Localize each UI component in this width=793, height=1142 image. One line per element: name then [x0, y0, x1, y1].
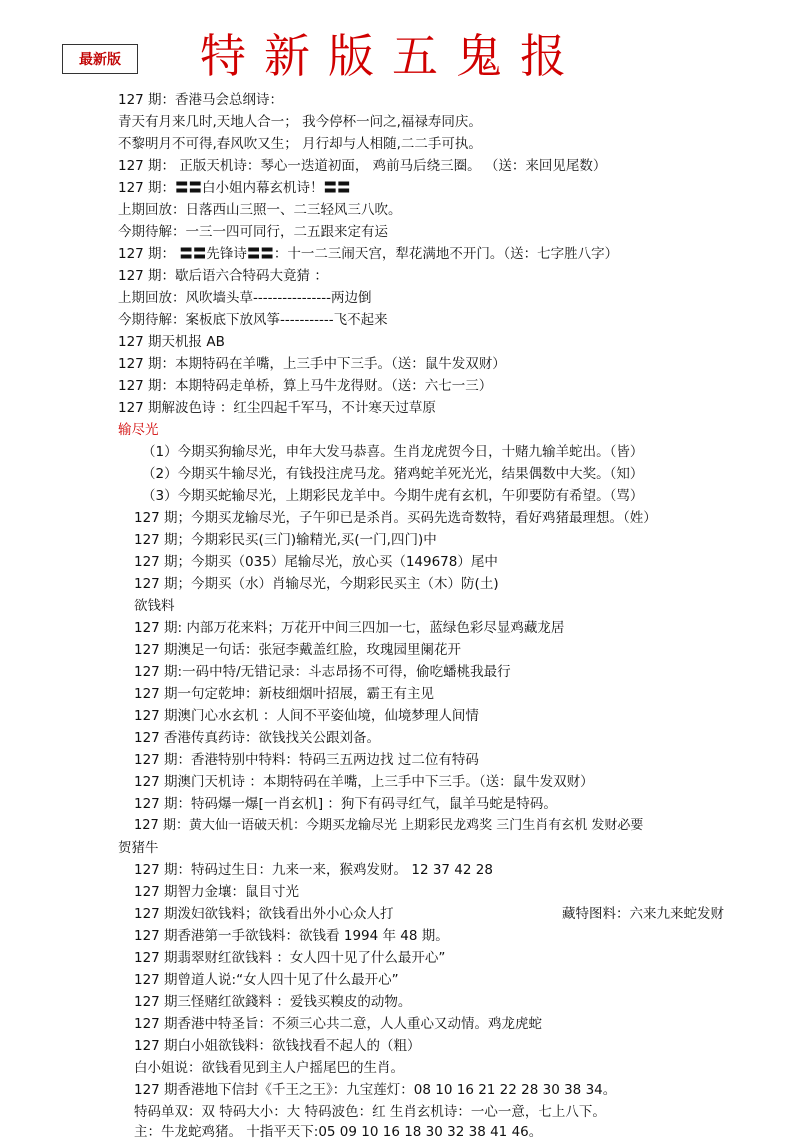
- text-line: 127 期： 正版天机诗：琴心一迭道初面， 鸡前马后绕三圈。 （送：来回见尾数）: [118, 158, 607, 174]
- text-line: 127 期澳门天机诗 ：本期特码在羊嘴，上三手中下三手。（送：鼠牛发双财）: [134, 774, 594, 790]
- text-line: 上期回放：日落西山三照一、二三轻风三八吹。: [118, 202, 402, 218]
- text-line: 127 期三怪赌红欲錢料 ：爱钱买糗皮的动物。: [134, 994, 412, 1010]
- text-line: 欲钱料: [134, 598, 175, 614]
- section-heading-red: 输尽光: [118, 422, 159, 438]
- newest-edition-badge: 最新版: [62, 44, 138, 74]
- text-line: 127 期澳足一句话：张冠李戴盖红脸，玫瑰园里阑花开: [134, 642, 462, 658]
- text-line: 127 期：特码爆一爆[一肖玄机] ：狗下有码寻红气，鼠羊马蛇是特码。: [134, 796, 557, 812]
- text-line: 127 期：本期特码在羊嘴，上三手中下三手。（送：鼠牛发双财）: [118, 356, 506, 372]
- text-line: 127 期泼妇欲钱料；欲钱看出外小心众人打: [134, 906, 394, 922]
- text-line: 127 期智力金壤：鼠目寸光: [134, 884, 300, 900]
- text-line: 127 期：黄大仙一语破天机：今期买龙输尽光 上期彩民龙鸡奖 三门生肖有玄机 发财必要: [134, 818, 644, 833]
- text-line: （2）今期买牛输尽光，有钱投注虎马龙。猪鸡蛇羊死光光，结果偶数中大奖。（知）: [142, 466, 644, 482]
- text-line: 127 期；今期彩民买(三门)输精光,买(一门,四门)中: [134, 532, 437, 548]
- text-line: 今期待解：案板底下放风筝-----------飞不起来: [118, 312, 388, 328]
- text-line: 127 期香港地下信封《千王之王》：九宝莲灯：08 10 16 21 22 28 30 38 34。: [134, 1082, 617, 1098]
- text-line: 127 期：本期特码走单桥，算上马牛龙得财。（送：六七一三）: [118, 378, 493, 394]
- text-line: 贺猪牛: [118, 840, 159, 856]
- text-line: 特码单双：双 特码大小：大 特码波色：红 生肖玄机诗：一心一意，七上八下。: [134, 1104, 606, 1120]
- text-line: 127 期；今期买（水）肖输尽光，今期彩民买主（木）防(土): [134, 576, 499, 592]
- text-line: 不黎明月不可得,春风吹又生； 月行却与人相随,二二手可执。: [118, 136, 482, 152]
- text-line: 127 期白小姐欲钱料：欲钱找看不起人的（粗）: [134, 1038, 421, 1054]
- text-line: 127 期：香港马会总纲诗：: [118, 92, 284, 108]
- text-line: 127 期；今期买龙输尽光，子午卯已是杀肖。买码先选奇数特，看好鸡猪最理想。（姓）: [134, 510, 657, 526]
- text-line: 127 期解波色诗 ：红尘四起千军马，不计寒天过草原: [118, 400, 436, 416]
- text-line: 127 期香港第一手欲钱料：欲钱看 1994 年 48 期。: [134, 928, 449, 944]
- text-line: 127 期:一码中特/无错记录：斗志昂扬不可得，偷吃蟠桃我最行: [134, 664, 511, 680]
- text-line: 127 期翡翠财红欲钱料 ：女人四十见了什么最开心”: [134, 950, 446, 966]
- text-line: 青天有月来几时,天地人合一； 我今停杯一问之,福禄寿同庆。: [118, 114, 482, 130]
- text-line: 主：牛龙蛇鸡猪。 十指平天下:05 09 10 16 18 30 32 38 41 46。: [134, 1124, 543, 1140]
- text-line: 127 期一句定乾坤：新枝细烟叶招展，霸王有主见: [134, 686, 435, 702]
- page-title: 特新版五鬼报: [200, 29, 584, 83]
- text-line: 127 期；今期买（035）尾输尽光，放心买（149678）尾中: [134, 554, 498, 570]
- text-line: 127 期天机报 AB: [118, 334, 225, 350]
- text-line: 白小姐说：欲钱看见到主人户摇尾巴的生肖。: [134, 1060, 404, 1076]
- text-line: （3）今期买蛇输尽光，上期彩民龙羊中。今期牛虎有玄机，午卯要防有希望。（骂）: [142, 488, 644, 504]
- text-line: 127 香港传真药诗：欲钱找关公跟刘备。: [134, 730, 381, 746]
- text-line: 127 期香港中特圣旨：不须三心共二意，人人重心又动情。鸡龙虎蛇: [134, 1016, 543, 1032]
- text-line: 127 期： 〓〓先锋诗〓〓：十一二三闹天宫，犁花满地不开门。（送：七字胜八字）: [118, 246, 619, 262]
- text-line: （1）今期买狗输尽光，申年大发马恭喜。生肖龙虎贺今日，十赌九输羊蛇出。（皆）: [142, 444, 644, 460]
- text-line: 上期回放：风吹墙头草----------------两边倒: [118, 290, 372, 306]
- text-line: 127 期：香港特别中特料：特码三五两边找 过二位有特码: [134, 752, 479, 768]
- text-line: 127 期: 内部万花来料；万花开中间三四加一七，蓝绿色彩尽显鸡藏龙居: [134, 620, 565, 636]
- text-line: 今期待解：一三一四可同行，二五跟来定有运: [118, 224, 388, 240]
- text-line: 127 期：〓〓白小姐内幕玄机诗！〓〓: [118, 180, 351, 196]
- text-line: 127 期澳门心水玄机 ：人间不平姿仙境，仙境梦理人间情: [134, 708, 479, 724]
- text-line: 127 期：歇后语六合特码大竟猜 ：: [118, 268, 328, 284]
- side-note: 藏特图料：六来九来蛇发财: [562, 906, 724, 922]
- text-line: 127 期曾道人说:“女人四十见了什么最开心”: [134, 972, 399, 988]
- text-line: 127 期：特码过生日：九来一来，猴鸡发财。 12 37 42 28: [134, 862, 493, 878]
